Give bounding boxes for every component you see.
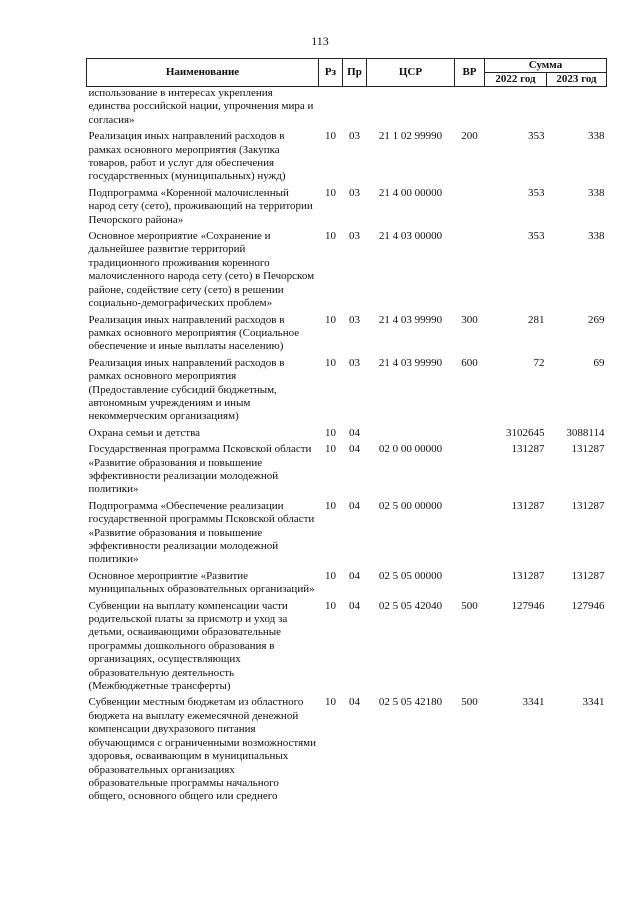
table-body xyxy=(87,87,607,804)
row-sum-2022 xyxy=(485,87,547,128)
row-sum-2023: 338 xyxy=(588,186,605,199)
row-sum-2023: 338 xyxy=(588,230,605,243)
row-pr: 03 xyxy=(349,186,360,199)
row-name: Субвенции на выплату компенсации части родительской платы за присмотр и уход за детьми, осваивающими образовательные программы дошкольного образования в организациях, осуществляющих образовательную деятельность (Межбюджетные трансферты) xyxy=(88,599,288,693)
row-vr: 300 xyxy=(461,313,478,326)
row-sum-2022: 131287 xyxy=(511,443,545,456)
row-sum-2023: 131287 xyxy=(571,443,605,456)
row-sum-2022: 131287 xyxy=(511,499,545,512)
header-csr: ЦСР xyxy=(367,59,455,87)
row-csr: 02 5 05 42040 xyxy=(378,599,443,612)
row-rz: 10 xyxy=(325,426,336,439)
row-csr: 02 5 00 00000 xyxy=(378,499,443,512)
row-vr xyxy=(455,497,485,567)
row-sum-2023: 3088114 xyxy=(566,426,605,439)
table-header xyxy=(87,59,607,87)
row-vr xyxy=(455,184,485,227)
table-row xyxy=(87,227,607,310)
row-sum-2023 xyxy=(547,87,607,128)
row-rz: 10 xyxy=(325,599,336,612)
row-sum-2022: 281 xyxy=(528,313,545,326)
row-pr: 04 xyxy=(349,426,360,439)
row-csr: 02 0 00 00000 xyxy=(378,443,443,456)
row-name: Субвенции местным бюджетам из областного бюджета на выплату ежемесячной денежной компенсации двухразового питания обучающимся с ограниченными возможностями здоровья, осваивающим в муниципальных образовательных организациях образовательные программы начального общего, основного общего или среднего xyxy=(88,696,317,803)
row-sum-2023: 3341 xyxy=(582,696,605,709)
row-rz xyxy=(319,87,343,128)
row-csr: 02 5 05 42180 xyxy=(378,696,443,709)
row-name: Основное мероприятие «Развитие муниципальных образовательных организаций» xyxy=(88,569,315,596)
row-vr: 500 xyxy=(461,599,478,612)
row-csr: 21 4 03 99990 xyxy=(378,356,443,369)
row-pr: 03 xyxy=(349,230,360,243)
row-sum-2023: 338 xyxy=(588,130,605,143)
row-rz: 10 xyxy=(325,230,336,243)
row-sum-2022: 353 xyxy=(528,130,545,143)
row-rz: 10 xyxy=(325,313,336,326)
row-name: Подпрограмма «Коренной малочисленный народ сету (сето), проживающий на территории Печорского района» xyxy=(88,186,313,226)
row-vr xyxy=(455,227,485,310)
row-sum-2023: 131287 xyxy=(571,569,605,582)
row-sum-2022: 353 xyxy=(528,186,545,199)
row-pr: 03 xyxy=(349,130,360,143)
row-sum-2023: 131287 xyxy=(571,499,605,512)
row-pr: 03 xyxy=(349,356,360,369)
table-row xyxy=(87,440,607,497)
row-rz: 10 xyxy=(325,696,336,709)
row-rz: 10 xyxy=(325,443,336,456)
row-name: Реализация иных направлений расходов в рамках основного мероприятия (Социальное обеспечение и иные выплаты населению) xyxy=(88,313,300,353)
row-sum-2022: 127946 xyxy=(511,599,545,612)
table-row xyxy=(87,184,607,227)
table-row xyxy=(87,693,607,803)
header-vr: ВР xyxy=(455,59,485,87)
row-rz: 10 xyxy=(325,130,336,143)
row-sum-2023: 127946 xyxy=(571,599,605,612)
row-vr: 500 xyxy=(461,696,478,709)
row-csr xyxy=(367,87,455,128)
row-rz: 10 xyxy=(325,186,336,199)
row-name: Подпрограмма «Обеспечение реализации государственной программы Псковской области «Развитие образования и повышение эффективности реализации молодежной политики» xyxy=(88,499,315,566)
row-rz: 10 xyxy=(325,356,336,369)
row-name: Охрана семьи и детства xyxy=(88,426,201,439)
row-rz: 10 xyxy=(325,499,336,512)
table-row xyxy=(87,311,607,354)
row-rz: 10 xyxy=(325,569,336,582)
row-sum-2023: 69 xyxy=(593,356,605,369)
row-sum-2022: 72 xyxy=(533,356,545,369)
row-pr: 04 xyxy=(349,696,360,709)
row-csr: 21 4 03 99990 xyxy=(378,313,443,326)
header-name: Наименование xyxy=(87,59,319,87)
row-pr: 04 xyxy=(349,569,360,582)
row-name: использование в интересах укрепления единства российской нации, упрочнения мира и согласия» xyxy=(88,87,314,126)
table-row xyxy=(87,127,607,184)
row-sum-2022: 353 xyxy=(528,230,545,243)
row-csr: 21 4 03 00000 xyxy=(378,230,443,243)
row-pr: 04 xyxy=(349,499,360,512)
row-pr: 04 xyxy=(349,443,360,456)
row-sum-2023: 269 xyxy=(588,313,605,326)
table-row xyxy=(87,497,607,567)
row-sum-2022: 131287 xyxy=(511,569,545,582)
row-name: Государственная программа Псковской области «Развитие образования и повышение эффективности реализации молодежной политики» xyxy=(88,443,312,496)
header-rz: Рз xyxy=(319,59,343,87)
budget-table xyxy=(86,58,607,804)
row-csr: 02 5 05 00000 xyxy=(378,569,443,582)
row-pr: 03 xyxy=(349,313,360,326)
row-name: Реализация иных направлений расходов в рамках основного мероприятия (Закупка товаров, работ и услуг для обеспечения государственных (муниципальных) нужд) xyxy=(88,130,286,183)
page-number: 113 xyxy=(311,34,329,48)
table-row xyxy=(87,87,607,128)
row-csr: 21 4 00 00000 xyxy=(378,186,443,199)
row-vr: 600 xyxy=(461,356,478,369)
table-row xyxy=(87,567,607,597)
header-pr: Пр xyxy=(343,59,367,87)
row-sum-2022: 3341 xyxy=(522,696,545,709)
header-2022: 2022 год xyxy=(485,73,547,87)
row-vr xyxy=(455,87,485,128)
row-vr xyxy=(455,567,485,597)
row-vr xyxy=(455,424,485,440)
row-name: Реализация иных направлений расходов в рамках основного мероприятия (Предоставление субсидий бюджетным, автономным учреждениям и иным некоммерческим организациям) xyxy=(88,356,285,423)
row-vr: 200 xyxy=(461,130,478,143)
header-sum: Сумма xyxy=(485,59,607,73)
row-csr xyxy=(367,424,455,440)
table-row xyxy=(87,424,607,440)
row-sum-2022: 3102645 xyxy=(506,426,545,439)
row-csr: 21 1 02 99990 xyxy=(378,130,443,143)
table-row xyxy=(87,354,607,424)
row-vr xyxy=(455,440,485,497)
row-pr xyxy=(343,87,367,128)
row-pr: 04 xyxy=(349,599,360,612)
header-2023: 2023 год xyxy=(547,73,607,87)
table-row xyxy=(87,597,607,694)
row-name: Основное мероприятие «Сохранение и дальнейшее развитие территорий традиционного проживания коренного малочисленного народа сету (сето) в Печорском районе, содействие сету (сето) в решении социально-демографических проблем» xyxy=(88,230,315,310)
